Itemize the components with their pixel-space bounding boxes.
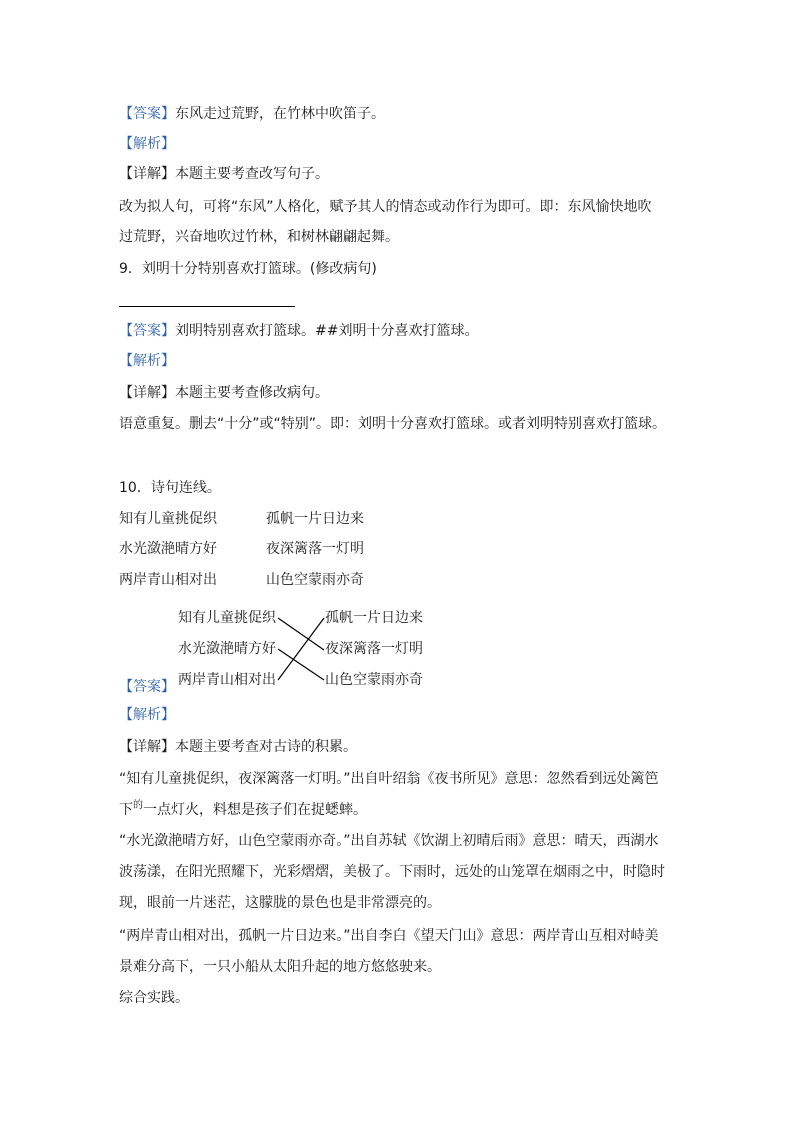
q8-explain-2: 过荒野，兴奋地吹过竹林，和树林翩翩起舞。 (119, 229, 399, 245)
q10-analysis-line (119, 705, 175, 725)
poem-right-3: 山色空蒙雨亦奇 (266, 572, 364, 588)
fig-left-1: 知有儿童挑促织 (178, 610, 276, 626)
detail-tag: 【详解】 (119, 385, 175, 401)
poem-left-1: 知有儿童挑促织 (119, 511, 217, 527)
fig-right-3: 山色空蒙雨亦奇 (325, 672, 423, 688)
section-heading: 综合实践。 (119, 990, 189, 1006)
q10-explain-6: “两岸青山相对出，孤帆一片日边来。”出自李白《望天门山》意思：两岸青山互相对峙美 (119, 928, 659, 944)
answer-tag: 【答案】 (119, 679, 175, 695)
analysis-tag: 【解析】 (119, 707, 175, 723)
q9-answer-line (119, 321, 478, 341)
fig-right-2: 夜深篱落一灯明 (325, 641, 423, 657)
q9-detail-text: 本题主要考查修改病句。 (175, 385, 329, 401)
answer-blank-line (119, 306, 295, 307)
match-line-1 (278, 618, 324, 650)
q8-answer-text: 东风走过荒野，在竹林中吹笛子。 (175, 106, 385, 122)
fig-left-3: 两岸青山相对出 (178, 672, 276, 688)
q8-analysis-line (119, 134, 175, 154)
q10-explain-5: 现，眼前一片迷茫，这朦胧的景色也是非常漂亮的。 (119, 895, 441, 911)
match-line-3 (278, 649, 324, 680)
analysis-tag: 【解析】 (119, 353, 175, 369)
q10-explain-1: “知有儿童挑促织，夜深篱落一灯明。”出自叶绍翁《夜书所见》意思：忽然看到远处篱笆 (119, 771, 659, 787)
q9-answer-text: 刘明特别喜欢打篮球。##刘明十分喜欢打篮球。 (175, 323, 479, 339)
q9-detail-line (119, 383, 329, 403)
q10-explain-7: 景难分高下，一只小船从太阳升起的地方悠悠驶来。 (119, 959, 441, 975)
poem-left-2: 水光潋滟晴方好 (119, 541, 217, 557)
q10-detail-text: 本题主要考查对古诗的积累。 (175, 739, 357, 755)
q10-explain-2 (119, 800, 367, 822)
detail-tag: 【详解】 (119, 166, 175, 182)
q10-explain-4: 波荡漾，在阳光照耀下，光彩熠熠，美极了。下雨时，远处的山笼罩在烟雨之中，时隐时 (119, 864, 665, 880)
q10-explain-2-sup: 的 (133, 800, 143, 811)
answer-tag: 【答案】 (119, 106, 175, 122)
q8-detail-text: 本题主要考查改写句子。 (175, 166, 329, 182)
q8-detail-line (119, 164, 329, 184)
q9-explain: 语意重复。删去“十分”或“特别”。即：刘明十分喜欢打篮球。或者刘明特别喜欢打篮球。 (119, 416, 667, 432)
matching-answer-figure (172, 604, 434, 692)
q10-explain-2-text: 一点灯火，料想是孩子们在捉蟋蟀。 (143, 802, 367, 818)
poem-right-2: 夜深篱落一灯明 (266, 541, 364, 557)
q10-detail-line (119, 737, 357, 757)
q9-question: 9．刘明十分特别喜欢打篮球。(修改病句) (119, 261, 377, 277)
fig-right-1: 孤帆一片日边来 (325, 610, 423, 626)
analysis-tag: 【解析】 (119, 136, 175, 152)
answer-tag: 【答案】 (119, 323, 175, 339)
q10-question: 10．诗句连线。 (119, 480, 221, 496)
fig-left-2: 水光潋滟晴方好 (178, 641, 276, 657)
match-line-2 (278, 618, 324, 680)
q8-answer-line (119, 104, 385, 124)
q10-explain-3: “水光潋滟晴方好，山色空蒙雨亦奇。”出自苏轼《饮湖上初晴后雨》意思：晴天，西湖水 (119, 833, 659, 849)
q10-explain-2-prefix: 下 (119, 802, 133, 818)
q8-explain-1: 改为拟人句，可将“东风”人格化，赋予其人的情态或动作行为即可。即：东风愉快地吹 (119, 199, 652, 215)
poem-left-3: 两岸青山相对出 (119, 572, 217, 588)
q9-analysis-line (119, 351, 175, 371)
q10-answer-line (119, 677, 175, 697)
detail-tag: 【详解】 (119, 739, 175, 755)
poem-right-1: 孤帆一片日边来 (266, 511, 364, 527)
